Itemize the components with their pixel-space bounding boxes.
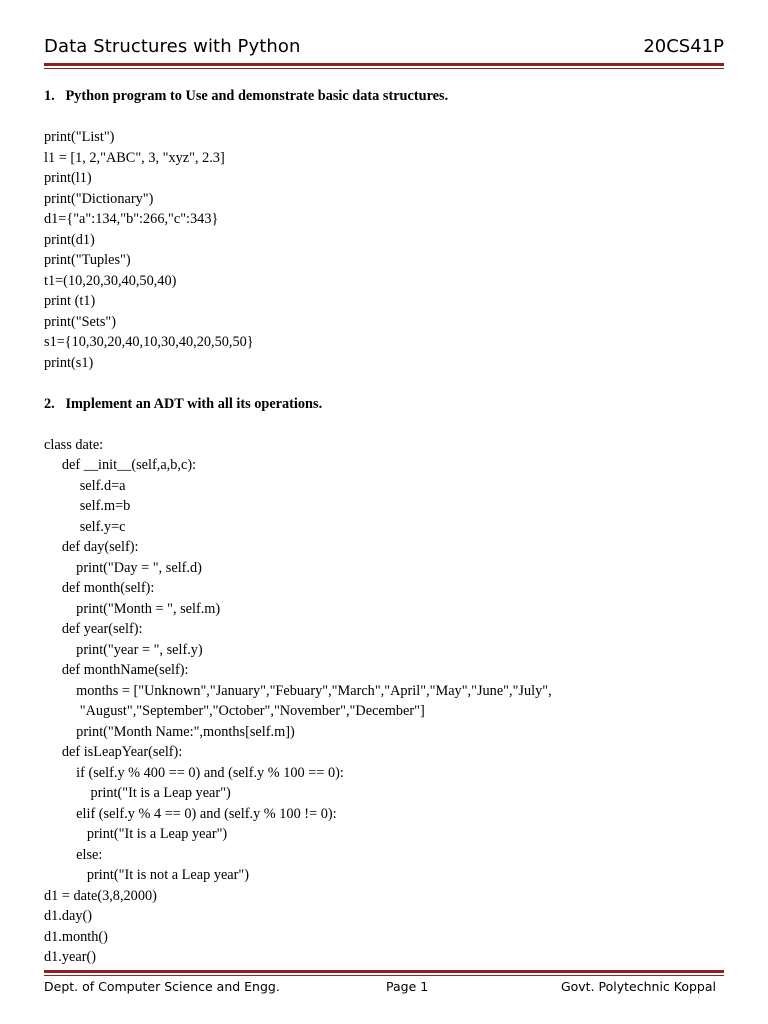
header-course-code: 20CS41P: [643, 36, 724, 57]
code-line: print(d1): [44, 231, 95, 248]
code-line: print("Day = ", self.d): [44, 559, 202, 576]
code-line: print("Dictionary"): [44, 190, 154, 207]
document-body: [44, 86, 724, 968]
code-line: if (self.y % 400 == 0) and (self.y % 100 == 0):: [44, 764, 344, 781]
code-line: print("It is a Leap year"): [44, 785, 231, 801]
section-heading: 2. Implement an ADT with all its operations.: [44, 395, 323, 412]
footer-institution: Govt. Polytechnic Koppal: [560, 979, 716, 994]
code-line: d1 = date(3,8,2000): [44, 887, 157, 904]
spacer: [44, 414, 724, 435]
code-line: s1={10,30,20,40,10,30,40,20,50,50}: [44, 334, 254, 350]
footer-rule: [44, 970, 724, 973]
code-line: "August","September","October","November","December"]: [44, 703, 425, 719]
code-line: def isLeapYear(self):: [44, 744, 183, 760]
code-line: t1=(10,20,30,40,50,40): [44, 272, 177, 289]
code-line: l1 = [1, 2,"ABC", 3, "xyz", 2.3]: [44, 149, 225, 166]
code-line: def year(self):: [44, 621, 143, 637]
code-line: print("Month = ", self.m): [44, 600, 221, 617]
code-line: class date:: [44, 436, 104, 453]
code-line: print("List"): [44, 129, 115, 145]
footer-page-number: Page 1: [386, 979, 429, 994]
header-rule: [44, 63, 724, 66]
code-line: def __init__(self,a,b,c):: [44, 457, 197, 473]
code-line: print("It is not a Leap year"): [44, 867, 250, 883]
code-line: d1.year(): [44, 949, 96, 965]
code-line: print("year = ", self.y): [44, 641, 203, 658]
code-line: print("It is a Leap year"): [44, 826, 228, 842]
code-line: print(l1): [44, 170, 92, 186]
code-line: print(s1): [44, 354, 94, 371]
code-line: print("Tuples"): [44, 252, 131, 268]
code-line: print (t1): [44, 293, 96, 309]
code-line: def monthName(self):: [44, 662, 189, 678]
code-line: d1.day(): [44, 908, 93, 924]
footer-rule-thin: [44, 975, 724, 976]
code-line: print("Sets"): [44, 313, 117, 330]
section-heading: 1. Python program to Use and demonstrate basic data structures.: [44, 88, 449, 104]
spacer: [44, 373, 724, 394]
code-line: d1={"a":134,"b":266,"c":343}: [44, 211, 219, 227]
code-line: d1.month(): [44, 928, 108, 945]
code-line: months = ["Unknown","January","Febuary","March","April","May","June","July",: [44, 682, 552, 699]
footer-department: Dept. of Computer Science and Engg.: [44, 979, 280, 994]
code-line: print("Month Name:",months[self.m]): [44, 723, 295, 740]
code-line: def month(self):: [44, 580, 155, 596]
code-line: self.y=c: [44, 518, 126, 535]
code-line: self.m=b: [44, 498, 131, 514]
code-line: elif (self.y % 4 == 0) and (self.y % 100 != 0):: [44, 805, 337, 822]
header-title: Data Structures with Python: [44, 36, 301, 57]
code-line: else:: [44, 846, 103, 863]
spacer: [44, 107, 724, 128]
code-line: self.d=a: [44, 477, 126, 494]
header-rule-thin: [44, 68, 724, 69]
code-line: def day(self):: [44, 539, 139, 555]
